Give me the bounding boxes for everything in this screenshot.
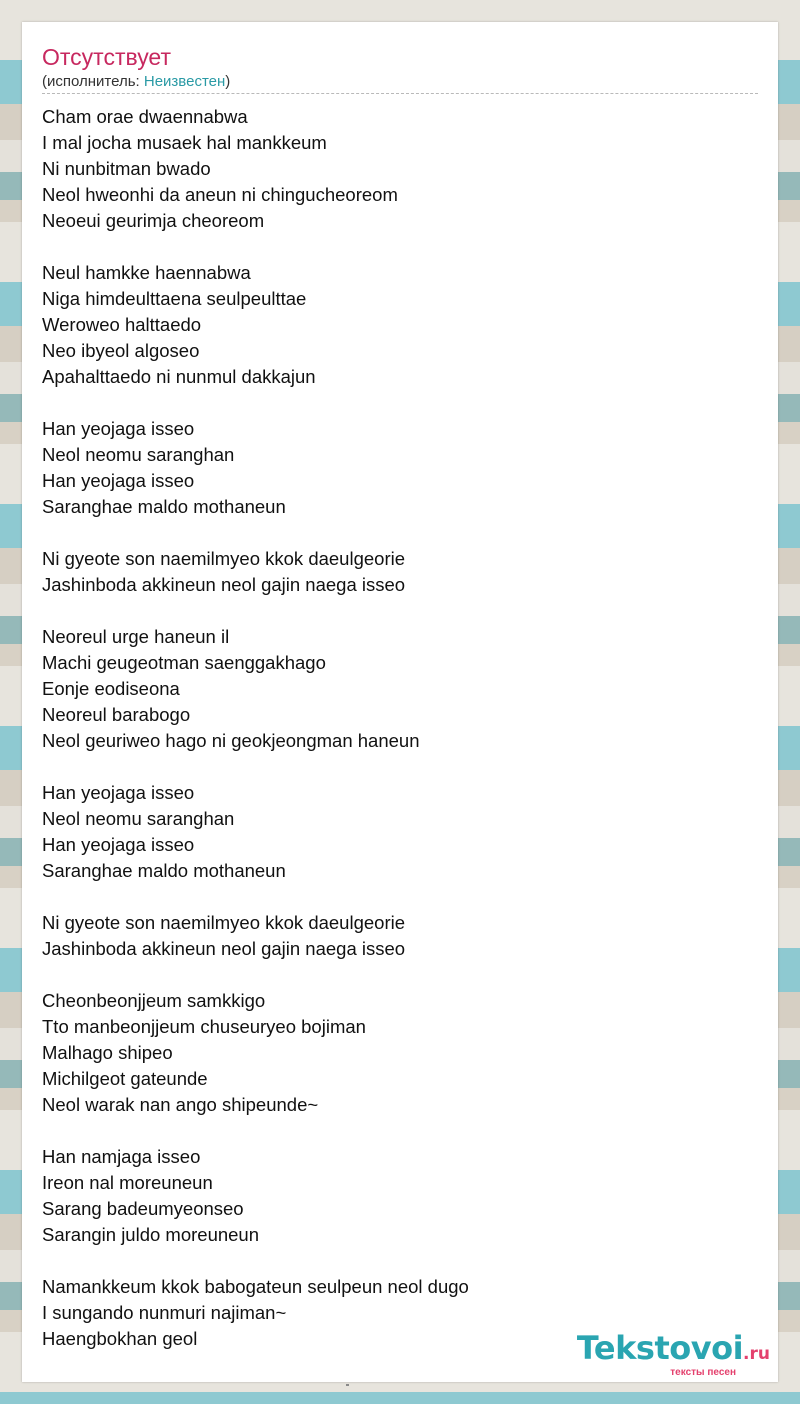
lyric-line: Eonje eodiseona — [42, 678, 180, 699]
lyric-line: Neol neomu saranghan — [42, 808, 235, 829]
lyric-line: Haengbokhan geol — [42, 1328, 198, 1349]
title-divider — [42, 93, 758, 94]
site-logo[interactable] — [576, 1329, 770, 1379]
lyric-line: Ni nunbitman bwado — [42, 158, 211, 179]
logo-wordmark — [576, 1329, 770, 1370]
lyric-line: Ni gyeote son naemilmyeo kkok daeulgeorie — [42, 912, 406, 933]
logo-main-text: Tekstovoi — [576, 1329, 744, 1367]
stanza — [42, 988, 762, 1118]
artist-link[interactable]: Неизвестен — [143, 73, 226, 90]
stanza-gap — [42, 1118, 762, 1144]
lyric-line: I sungando nunmuri najiman~ — [42, 1302, 287, 1323]
stanza-gap — [42, 234, 762, 260]
artist-line — [42, 73, 230, 91]
stanza-gap — [42, 390, 762, 416]
stanza — [42, 624, 762, 754]
lyric-line: Neol warak nan ango shipeunde~ — [42, 1094, 319, 1115]
lyric-line: Han yeojaga isseo — [42, 834, 195, 855]
lyric-line: Neoeui geurimja cheoreom — [42, 210, 265, 231]
stanza — [42, 104, 762, 234]
lyric-line: Niga himdeulttaena seulpeulttae — [42, 288, 307, 309]
logo-tld: .ru — [743, 1344, 770, 1364]
stanza — [42, 546, 762, 598]
lyric-line: Sarangin juldo moreuneun — [42, 1224, 260, 1245]
lyric-line: Cham orae dwaennabwa — [42, 106, 248, 127]
lyric-line: Weroweo halttaedo — [42, 314, 202, 335]
lyric-line: Jashinboda akkineun neol gajin naega isseo — [42, 938, 406, 959]
lyric-line: Sarang badeumyeonseo — [42, 1198, 244, 1219]
lyric-line: Malhago shipeo — [42, 1042, 173, 1063]
stanza-gap — [42, 1248, 762, 1274]
lyric-line: Neul hamkke haennabwa — [42, 262, 251, 283]
lyric-line: Neol geuriweo hago ni geokjeongman haneun — [42, 730, 420, 751]
lyric-line: Neoreul urge haneun il — [42, 626, 230, 647]
lyric-line: Cheonbeonjjeum samkkigo — [42, 990, 266, 1011]
lyric-line: Tto manbeonjjeum chuseuryeo bojiman — [42, 1016, 366, 1037]
lyric-line: Ni gyeote son naemilmyeo kkok daeulgeorie — [42, 548, 406, 569]
stanza — [42, 416, 762, 520]
stanza — [42, 260, 762, 390]
lyric-line: Han yeojaga isseo — [42, 470, 195, 491]
lyric-line: Han yeojaga isseo — [42, 418, 195, 439]
lyric-line: Apahalttaedo ni nunmul dakkajun — [42, 366, 316, 387]
bottom-mark — [346, 1384, 349, 1386]
lyric-line: Namankkeum kkok babogateun seulpeun neol dugo — [42, 1276, 469, 1297]
artist-suffix: ) — [225, 73, 231, 90]
song-title: Отсутствует — [42, 44, 171, 70]
lyric-line: Jashinboda akkineun neol gajin naega isseo — [42, 574, 406, 595]
lyric-line: Saranghae maldo mothaneun — [42, 860, 286, 881]
stanza-gap — [42, 754, 762, 780]
stanza-gap — [42, 962, 762, 988]
logo-tagline: тексты песен — [670, 1367, 736, 1378]
lyrics-body — [42, 104, 762, 1352]
lyric-line: Han namjaga isseo — [42, 1146, 201, 1167]
artist-prefix: (исполнитель: — [42, 73, 144, 90]
lyric-line: Michilgeot gateunde — [42, 1068, 208, 1089]
stanza — [42, 780, 762, 884]
lyric-line: Neol neomu saranghan — [42, 444, 235, 465]
lyric-line: Neol hweonhi da aneun ni chingucheoreom — [42, 184, 398, 205]
lyric-line: Machi geugeotman saenggakhago — [42, 652, 326, 673]
lyrics-card — [22, 22, 778, 1382]
lyric-line: Han yeojaga isseo — [42, 782, 195, 803]
stanza-gap — [42, 598, 762, 624]
lyric-line: Saranghae maldo mothaneun — [42, 496, 286, 517]
lyric-line: Ireon nal moreuneun — [42, 1172, 213, 1193]
stanza-gap — [42, 884, 762, 910]
stanza-gap — [42, 520, 762, 546]
lyric-line: Neo ibyeol algoseo — [42, 340, 200, 361]
stanza — [42, 1144, 762, 1248]
lyric-line: I mal jocha musaek hal mankkeum — [42, 132, 327, 153]
lyric-line: Neoreul barabogo — [42, 704, 191, 725]
stanza — [42, 910, 762, 962]
